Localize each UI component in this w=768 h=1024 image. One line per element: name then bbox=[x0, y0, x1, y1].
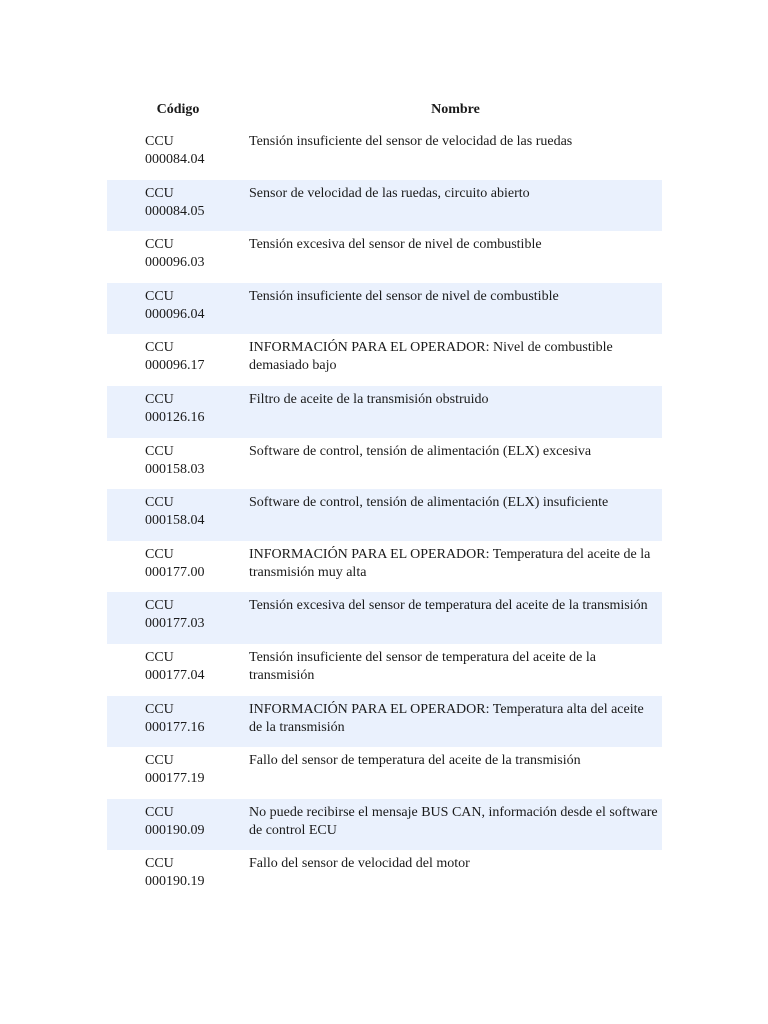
code-cell bbox=[145, 443, 241, 479]
name-cell: Tensión excesiva del sensor de temperatura del aceite de la transmisión bbox=[249, 598, 648, 614]
name-cell: Software de control, tensión de alimentación (ELX) excesiva bbox=[249, 443, 592, 459]
code-prefix: CCU bbox=[145, 546, 174, 562]
code-number: 000177.03 bbox=[145, 616, 205, 632]
code-number: 000084.05 bbox=[145, 203, 205, 219]
code-prefix: CCU bbox=[145, 495, 174, 511]
code-cell bbox=[145, 597, 241, 633]
table-row bbox=[107, 283, 662, 335]
table-row bbox=[107, 334, 662, 386]
code-number: 000190.09 bbox=[145, 822, 205, 838]
name-cell: Tensión insuficiente del sensor de nivel de combustible bbox=[249, 288, 559, 304]
code-number: 000177.16 bbox=[145, 719, 205, 735]
code-cell bbox=[145, 185, 241, 221]
name-cell: Fallo del sensor de velocidad del motor bbox=[249, 856, 470, 872]
table-row bbox=[107, 128, 662, 180]
table-body bbox=[107, 128, 662, 902]
column-header-name: Nombre bbox=[431, 102, 480, 117]
name-cell: Filtro de aceite de la transmisión obstruido bbox=[249, 391, 489, 407]
code-cell bbox=[145, 288, 241, 324]
code-prefix: CCU bbox=[145, 288, 174, 304]
code-prefix: CCU bbox=[145, 391, 174, 407]
code-cell bbox=[145, 855, 241, 891]
code-cell bbox=[145, 133, 241, 169]
name-cell: Tensión excesiva del sensor de nivel de combustible bbox=[249, 237, 542, 253]
table-header-row bbox=[107, 94, 662, 128]
code-cell bbox=[145, 649, 241, 685]
name-cell: INFORMACIÓN PARA EL OPERADOR: Nivel de combustible demasiado bajo bbox=[249, 340, 613, 374]
code-prefix: CCU bbox=[145, 237, 174, 253]
code-prefix: CCU bbox=[145, 804, 174, 820]
table-row bbox=[107, 541, 662, 593]
table-row bbox=[107, 180, 662, 232]
column-header-code: Código bbox=[156, 102, 200, 117]
code-number: 000177.04 bbox=[145, 667, 205, 683]
table-row bbox=[107, 592, 662, 644]
code-prefix: CCU bbox=[145, 340, 174, 356]
code-number: 000190.19 bbox=[145, 874, 205, 890]
code-cell bbox=[145, 546, 241, 582]
name-cell: Sensor de velocidad de las ruedas, circuito abierto bbox=[249, 185, 530, 201]
name-cell: Tensión insuficiente del sensor de temperatura del aceite de la transmisión bbox=[249, 649, 596, 683]
code-number: 000084.04 bbox=[145, 152, 205, 167]
code-prefix: CCU bbox=[145, 649, 174, 665]
table-row bbox=[107, 850, 662, 902]
code-prefix: CCU bbox=[145, 134, 174, 149]
table-row bbox=[107, 747, 662, 799]
table-row bbox=[107, 438, 662, 490]
name-cell: Fallo del sensor de temperatura del aceite de la transmisión bbox=[249, 753, 581, 769]
table-row bbox=[107, 696, 662, 748]
name-cell: No puede recibirse el mensaje BUS CAN, información desde el software de control ECU bbox=[249, 804, 658, 838]
code-number: 000096.04 bbox=[145, 306, 205, 322]
code-prefix: CCU bbox=[145, 701, 174, 717]
code-number: 000096.03 bbox=[145, 255, 205, 271]
code-number: 000177.00 bbox=[145, 564, 205, 580]
code-prefix: CCU bbox=[145, 443, 174, 459]
code-cell bbox=[145, 804, 241, 840]
code-cell bbox=[145, 494, 241, 530]
code-cell bbox=[145, 339, 241, 375]
table-row bbox=[107, 231, 662, 283]
code-prefix: CCU bbox=[145, 856, 174, 872]
name-cell: Tensión insuficiente del sensor de velocidad de las ruedas bbox=[249, 134, 573, 149]
code-cell bbox=[145, 752, 241, 788]
name-cell: INFORMACIÓN PARA EL OPERADOR: Temperatura alta del aceite de la transmisión bbox=[249, 701, 644, 735]
code-number: 000177.19 bbox=[145, 771, 205, 787]
table-row bbox=[107, 386, 662, 438]
name-cell: Software de control, tensión de alimentación (ELX) insuficiente bbox=[249, 495, 609, 511]
table-row bbox=[107, 644, 662, 696]
code-cell bbox=[145, 701, 241, 737]
table-row bbox=[107, 489, 662, 541]
code-cell bbox=[145, 391, 241, 427]
name-cell: INFORMACIÓN PARA EL OPERADOR: Temperatura del aceite de la transmisión muy alta bbox=[249, 546, 651, 580]
code-prefix: CCU bbox=[145, 598, 174, 614]
code-number: 000158.04 bbox=[145, 513, 205, 529]
code-number: 000158.03 bbox=[145, 461, 205, 477]
fault-code-table bbox=[107, 94, 662, 902]
code-prefix: CCU bbox=[145, 753, 174, 769]
code-cell bbox=[145, 236, 241, 272]
table-row bbox=[107, 799, 662, 851]
code-number: 000096.17 bbox=[145, 358, 205, 374]
code-number: 000126.16 bbox=[145, 409, 205, 425]
code-prefix: CCU bbox=[145, 185, 174, 201]
